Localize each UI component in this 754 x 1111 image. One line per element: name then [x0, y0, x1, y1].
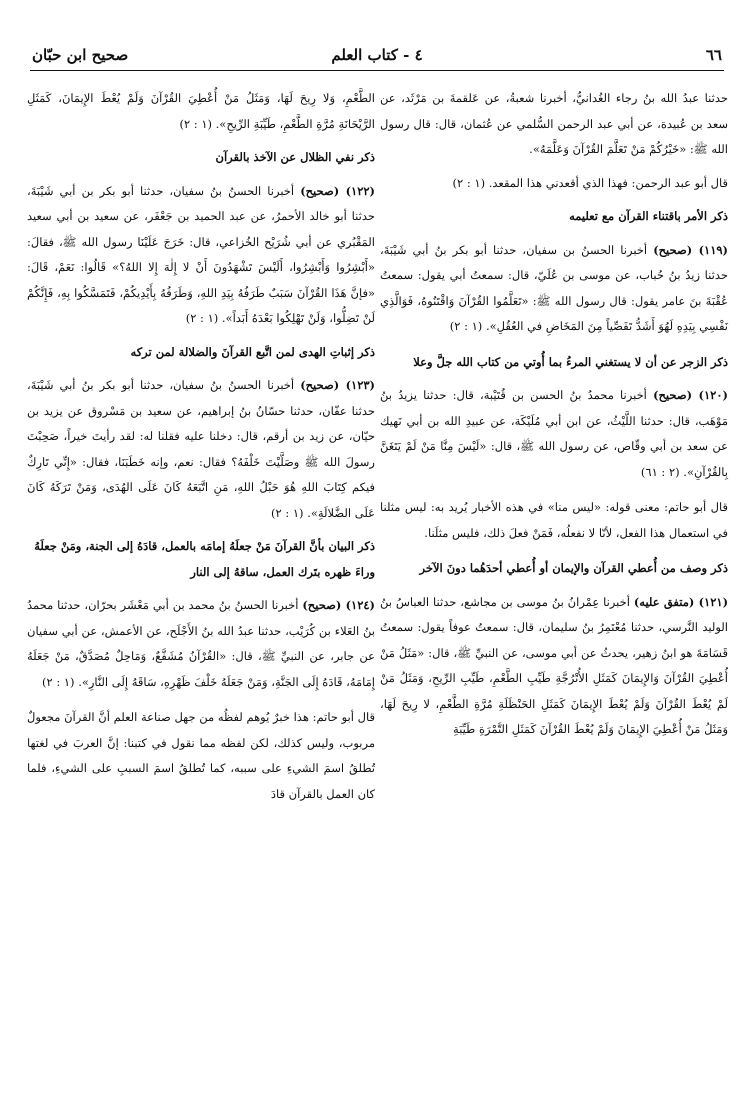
- hadith-text: أخبرنا الحسنُ بن سفيان، حدثنا أبو بكر بنُ أبي شَيْبَةَ، حدثنا زيدُ بنُ حُباب، عن موسى بن عُلَيّ، قال: سمعتُ أبي يقول: سمعتُ عُقْبَةَ بنَ عامر يقول: قال رسول الله ﷺ: «تَعَلَّمُوا القُرْآنَ وَاقْتَنُوهُ، فَوَالَّذِي نَفْسِي بِيَدِهِ لَهُوَ أَشَدُّ تَفَصِّياً مِنَ المَخَاضِ في العُقُلِ». (١ : ٢): [380, 242, 728, 333]
- hadith-paragraph: [380, 590, 728, 743]
- section-heading: ذكر الزجر عن أن لا يستغني المرءُ بما أُوتي من كتاب الله جلَّ وعلا: [413, 354, 728, 369]
- paragraph: حدثنا عبدُ الله بنُ رجاء الغُدانيُّ، أخبرنا شعبةُ، عن عَلقمةَ بن مَرْثَد، عن سعد بن عُبيدة، عن أبي عبد الرحمن السُّلمي عن عُثمان، قال: قال رسول الله ﷺ: «خَيْرُكُمْ مَنْ تَعَلَّمَ القُرْآنَ وَعَلَّمَهُ».: [380, 91, 728, 156]
- hadith-text: أخبرنا محمدُ بنُ الحسن بن قُتَيْبة، قال: حدثنا يزيدُ بنُ مَوْهَب، قال: حدثنا اللَّيْثُ، عن ابن أبي مُلَيْكَة، عن عبيدِ الله بن أبي نَهيك عن سعد بن أبي وقّاص، عن رسول الله ﷺ، قال: «لَيْسَ مِنَّا مَنْ لَمْ يَتَغَنَّ بِالقُرْآنِ». (٢ : ٦١): [380, 388, 728, 479]
- hadith-paragraph: [380, 238, 728, 340]
- hadith-paragraph: [27, 179, 375, 332]
- hadith-number: (١٢٤) (صحيح): [302, 598, 375, 612]
- hadith-text: أخبرنا الحسنُ بنُ محمد بن أبي مَعْشَر بحرّان، حدثنا محمدُ بنُ العَلاء بن كُرَيْب، حدثنا عبدُ الله بنُ الأَجْلَح، عن الأعمش، عن أبي سفيان عن جابر، عن النبيِّ ﷺ، قال: «القُرْآنُ مُشَفَّعٌ، وَمَاحِلٌ مُصَدَّقٌ، مَنْ جَعَلَهُ إِمَامَهُ، قَادَهُ إِلَى الجَنَّةِ، وَمَنْ جَعَلَهُ خَلْفَ ظَهْرِهِ، سَاقَهُ إِلَى النَّارِ». (١ : ٢): [27, 598, 375, 689]
- book-title: صحيح ابن حبّان: [32, 46, 129, 64]
- hadith-paragraph: [27, 373, 375, 526]
- commentary-paragraph: قال أبو حاتم: معنى قوله: «ليس منا» في هذه الأخبار يُريد به: ليس مثلنا في استعمال هذا الفعل، لأنّا لا نفعلُه، فَمَنْ فعلَ ذلك، فليس مثلَنا.: [380, 500, 728, 540]
- hadith-paragraph: [27, 593, 375, 695]
- hadith-number: (١٢٣) (صحيح): [300, 378, 375, 392]
- hadith-text: أخبرنا الحسنُ بنُ سفيان، حدثنا أبو بكر بن أبي شَيْبَةَ، حدثنا أبو خالد الأحمرُ، عن عبد الحميد بن جَعْفَر، عن سعيد بن أبي سعيد المَقْبُري عن أبي شُرَيْح الخُزاعي، قال: خَرَجَ عَلَيْنَا رسول الله ﷺ، فقالَ: «أَبْشِرُوا وَأَبْشِرُوا، أَلَيْسَ تَشْهَدُونَ أَنْ لا إِلٰهَ إِلا اللهُ؟» قَالُوا: نَعَمْ، قَالَ: «فإنَّ هَذَا القُرْآنَ سَبَبٌ طَرَفُهُ بِيَدِ اللهِ، وَطَرَفُهُ بِأَيْدِيكُمْ، فَتَمَسَّكُوا بِهِ، فَإِنَّكُمْ لَنْ تَضِلُّوا، وَلَنْ تَهْلِكُوا بَعْدَهُ أَبَداً». (١ : ٢): [27, 183, 375, 325]
- paragraph: قال أبو عبد الرحمن: فهذا الذي أقعدني هذا المقعد. (١ : ٢): [452, 175, 728, 190]
- section-heading: ذكر الأمر باقتناء القرآن مع تعليمه: [569, 209, 728, 223]
- paragraph: الطَّعْمِ، وَلا رِيحَ لَهَا، وَمَثَلُ مَنْ أُعْطِيَ القُرْآنَ وَلَمْ يُعْطَ الإِيمَانَ، كَمَثَلِ الرَّيْحَانَةِ مُرَّةِ الطَّعْمِ، طَيِّبَةِ الرِّيحِ». (١ : ٢): [27, 91, 375, 131]
- page-number: ٦٦: [705, 46, 722, 64]
- hadith-text: أخبرنا عِمْرانُ بنُ موسى بن مجاشع، حدثنا العباسُ بنُ الوليد النَّرسي، حدثنا مُعْتَمِرُ بنُ سليمان، قال: سمعتُ عوفاً يقول: سمعتُ قَسَامَةَ هو ابنُ زهير، يحدثُ عن أبي موسى، عن النبيِّ ﷺ، قال: «مَثَلُ مَنْ أُعْطِيَ القُرْآنَ وَالإِيمَانَ كَمَثَلِ الأُتْرُجَّةِ طَيِّبِ الطَّعْمِ، طَيِّبِ الرِّيحِ، وَمَثَلُ مَنْ لَمْ يُعْطَ القُرْآنَ وَلَمْ يُعْطَ الإِيمَانَ كَمَثَلِ الحَنْظَلَةِ مُرَّةِ الطَّعْمِ، لا رِيحَ لَهَا، وَمَثَلُ مَنْ أُعْطِيَ الإِيمَانَ وَلَمْ يُعْطَ القُرْآنَ كَمَثَلِ التَّمْرَةِ طَيِّبَةِ: [380, 594, 728, 736]
- right-column: [380, 86, 728, 751]
- hadith-number: (١٢٠) (صحيح): [653, 388, 728, 402]
- left-column: [27, 86, 375, 815]
- section-heading: ذكر وصف من أُعطي القرآن والإيمان أو أُعطي أحدَهُما دونَ الآخر: [419, 561, 728, 575]
- section-heading: ذكر إثباتِ الهدى لمن اتَّبع القرآنَ والضلالة لمن تركه: [130, 344, 375, 359]
- hadith-paragraph: [380, 383, 728, 485]
- page-header: [30, 44, 724, 71]
- section-heading: ذكر نفي الظلال عن الآخذ بالقرآن: [215, 150, 375, 164]
- hadith-number: (١٢٢) (صحيح): [300, 183, 375, 198]
- hadith-number: (١٢١) (متفق عليه): [633, 594, 729, 609]
- chapter-title: ٤ - كتاب العلم: [331, 46, 423, 64]
- section-heading: ذكر البيان بأنَّ القرآنَ مَنْ جعلَهُ إمامَه بالعمل، قادَهُ إلى الجنة، ومَنْ جعلَهُ وراءَ ظهره بتَرك العمل، ساقهُ إلى النار: [34, 539, 375, 579]
- hadith-number: (١١٩) (صحيح): [653, 242, 728, 257]
- hadith-text: أخبرنا الحسنُ بنُ سفيان، حدثنا أبو بكر بنُ أبي شَيْبَةَ، حدثنا عفّان، حدثنا حسّانُ بنُ إبراهيم، عن سعيد بن مَسْروق عن يزيد بن حيّان، عن زيد بن أرقم، قال: دخلنا عليه فقلنا له: لقد رأيتَ خيراً، صَحِبْتَ رسولَ الله ﷺ وصَلَّيْتَ خَلْفَهُ؟ فقال: نعم، وإنه خَطَبَنَا، فقال: «إِنِّي تَارِكٌ فيكم كِتَابَ اللهِ هُوَ حَبْلُ اللهِ، مَنِ اتَّبَعَهُ كَانَ عَلَى الهُدَى، وَمَنْ تَرَكَهُ كَانَ عَلَى الضَّلالَةِ». (١ : ٢): [27, 378, 375, 520]
- commentary-paragraph: قال أبو حاتم: هذا خبرٌ يُوهم لفظُه من جهل صناعة العلم أنَّ القرآنَ مجعولٌ مربوب، وليس كذلك، لكن لفظه مما نقول في كتبنا: إنَّ العربَ في لغتها تُطلقُ اسمَ الشيءِ على سببه، كما تُطلقُ اسمَ السببِ على الشيءِ، فلما كان العمل بالقرآن قادَ: [27, 710, 375, 801]
